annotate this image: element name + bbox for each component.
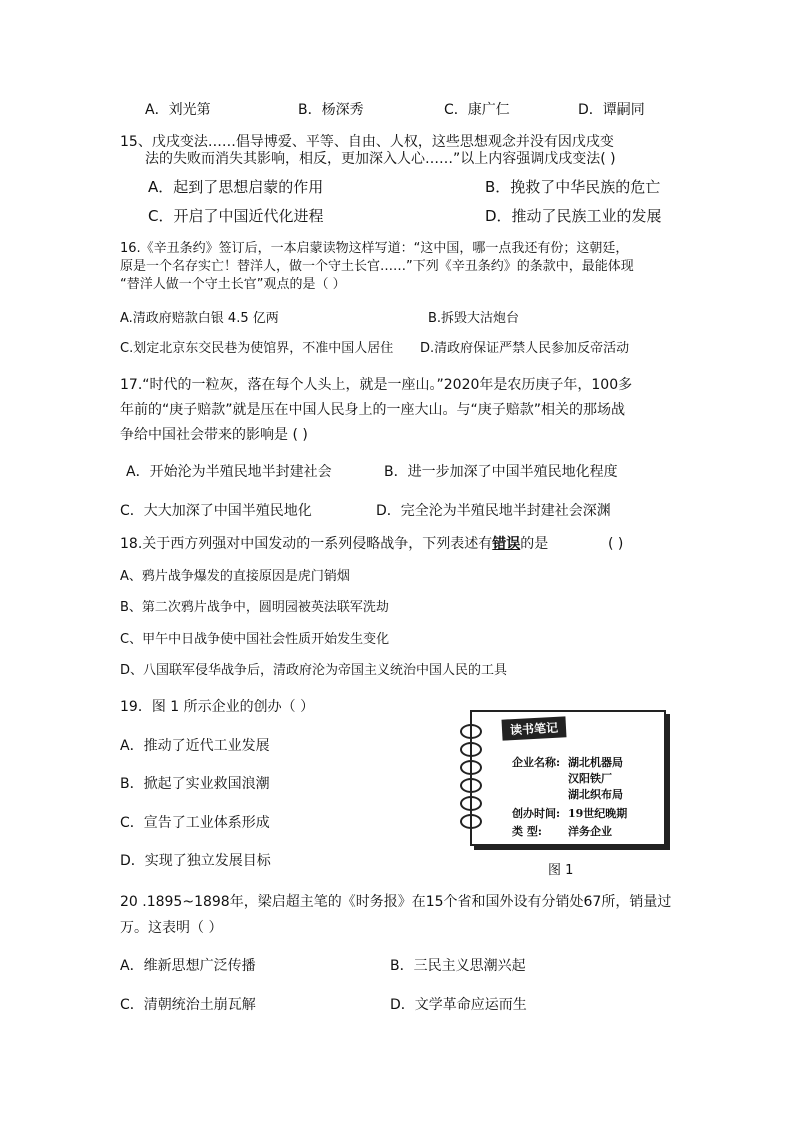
q14-option-a: A．刘光第 xyxy=(145,102,211,118)
q16-option-d: D.清政府保证严禁人民参加反帝活动 xyxy=(420,341,630,356)
spiral-ring-icon xyxy=(460,760,482,775)
q16-stem-line2: 原是一个名存实亡！替洋人，做一个守土长官……”下列《辛丑条约》的条款中，最能体现 xyxy=(120,259,634,274)
q19-option-b: B．掀起了实业救国浪潮 xyxy=(120,776,270,792)
q20-option-d: D．文学革命应运而生 xyxy=(390,997,527,1013)
spiral-ring-icon xyxy=(460,814,482,829)
q20-option-c: C．清朝统治土崩瓦解 xyxy=(120,997,256,1013)
figure-name-1: 湖北机器局 xyxy=(568,756,623,769)
q18-stem-prefix: 18.关于西方列强对中国发动的一系列侵略战争，下列表述有 xyxy=(120,536,493,552)
q18-answer-paren: ( ) xyxy=(608,536,624,552)
q15-stem-line2: 法的失败而消失其影响，相反，更加深入人心……”以上内容强调戊戌变法( ) xyxy=(145,151,616,167)
figure-name-label: 企业名称: xyxy=(512,756,561,769)
q16-stem-line3: “替洋人做一个守土长官”观点的是（ ） xyxy=(120,277,346,292)
q17-stem-line3: 争给中国社会带来的影响是 ( ) xyxy=(120,427,308,443)
q20-option-b: B．三民主义思潮兴起 xyxy=(390,958,526,974)
q17-option-d: D．完全沦为半殖民地半封建社会深渊 xyxy=(376,503,611,519)
figure-type-value: 洋务企业 xyxy=(568,825,612,838)
figure-type-label: 类 型: xyxy=(512,825,542,838)
q19-option-c: C．宣告了工业体系形成 xyxy=(120,815,270,831)
figure-time-label: 创办时间: xyxy=(512,807,561,820)
q14-option-d: D．谭嗣同 xyxy=(578,102,645,118)
spiral-ring-icon xyxy=(460,724,482,739)
q15-stem-line1: 15、戊戌变法……倡导博爱、平等、自由、人权，这些思想观念并没有因戊戌变 xyxy=(120,134,614,150)
q16-option-c: C.划定北京东交民巷为使馆界，不准中国人居住 xyxy=(120,341,394,356)
figure-caption: 图 1 xyxy=(548,863,574,878)
spiral-ring-icon xyxy=(460,778,482,793)
figure-name-3: 湖北织布局 xyxy=(568,788,623,801)
q20-stem-line2: 万。这表明（ ） xyxy=(120,920,223,936)
spiral-ring-icon xyxy=(460,742,482,757)
figure-name-2: 汉阳铁厂 xyxy=(568,772,612,785)
q19-stem: 19．图 1 所示企业的创办（ ） xyxy=(120,699,315,715)
q17-option-c: C．大大加深了中国半殖民地化 xyxy=(120,503,312,519)
q17-option-b: B．进一步加深了中国半殖民地化程度 xyxy=(384,464,618,480)
figure-title: 读书笔记 xyxy=(501,716,566,740)
spiral-ring-icon xyxy=(460,796,482,811)
q19-option-d: D．实现了独立发展目标 xyxy=(120,853,271,869)
q16-option-b: B.拆毁大沽炮台 xyxy=(428,311,520,326)
q18-stem-suffix: 的是 xyxy=(520,536,549,552)
q18-option-b: B、第二次鸦片战争中，圆明园被英法联军洗劫 xyxy=(120,600,389,615)
q20-option-a: A．维新思想广泛传播 xyxy=(120,958,256,974)
figure-1-notebook xyxy=(470,710,666,846)
q16-option-a: A.清政府赔款白银 4.5 亿两 xyxy=(120,311,279,326)
q15-option-a: A．起到了思想启蒙的作用 xyxy=(148,178,324,196)
q17-option-a: A．开始沦为半殖民地半封建社会 xyxy=(126,464,332,480)
q18-stem xyxy=(120,537,548,551)
figure-time-value: 19世纪晚期 xyxy=(568,807,628,820)
q17-stem-line1: 17.“时代的一粒灰，落在每个人头上，就是一座山。”2020年是农历庚子年，100多 xyxy=(120,377,633,393)
q18-option-a: A、鸦片战争爆发的直接原因是虎门销烟 xyxy=(120,569,350,584)
q15-option-d: D．推动了民族工业的发展 xyxy=(485,207,662,225)
q17-stem-line2: 年前的“庚子赔款”就是压在中国人民身上的一座大山。与“庚子赔款”相关的那场战 xyxy=(120,402,626,418)
q16-stem-line1: 16.《辛丑条约》签订后，一本启蒙读物这样写道：“这中国，哪一点我还有份；这朝廷， xyxy=(120,241,629,256)
q14-option-c: C．康广仁 xyxy=(444,102,510,118)
q19-option-a: A．推动了近代工业发展 xyxy=(120,738,270,754)
q15-option-c: C．开启了中国近代化进程 xyxy=(148,207,324,225)
q18-option-d: D、八国联军侵华战争后，清政府沦为帝国主义统治中国人民的工具 xyxy=(120,663,508,678)
q18-stem-emphasis: 错误 xyxy=(492,536,521,552)
q20-stem-line1: 20 .1895~1898年，梁启超主笔的《时务报》在15个省和国外设有分销处67所，销量过 xyxy=(120,894,672,910)
q18-option-c: C、甲午中日战争使中国社会性质开始发生变化 xyxy=(120,632,390,647)
q14-option-b: B．杨深秀 xyxy=(298,102,364,118)
q15-option-b: B．挽救了中华民族的危亡 xyxy=(485,178,661,196)
